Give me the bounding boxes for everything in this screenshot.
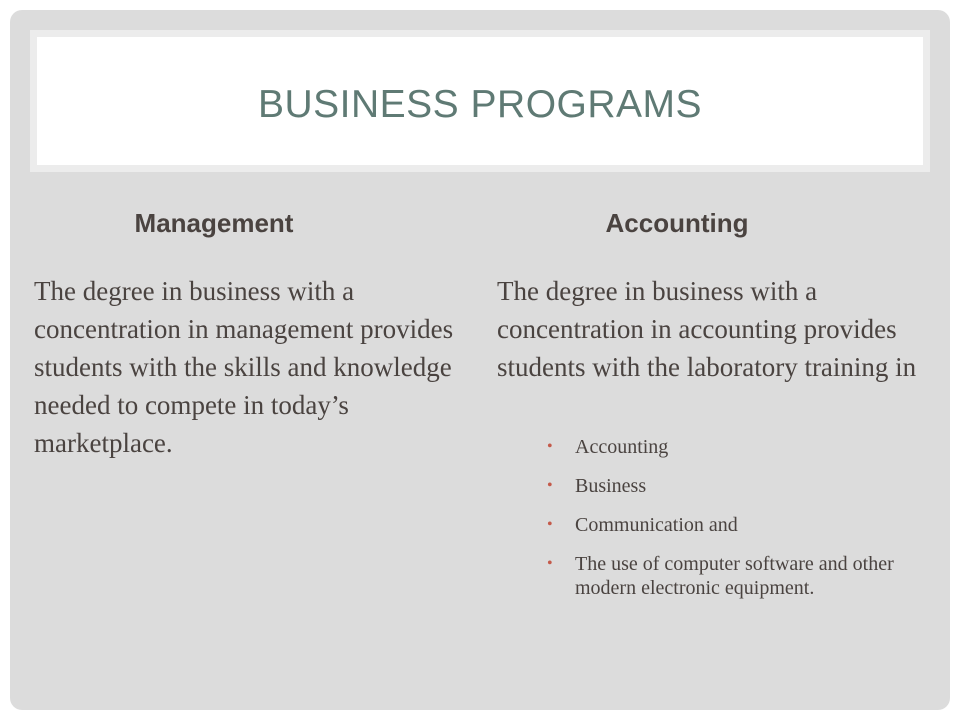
bullet-icon: •	[547, 477, 553, 494]
accounting-heading: Accounting	[605, 208, 749, 238]
bullet-icon: •	[547, 555, 553, 572]
accounting-bullet-list	[547, 435, 907, 615]
management-body: The degree in business with a concentration in management provides students with the skills and knowledge needed to compete in today’s marketplace.	[34, 276, 454, 458]
list-item: • Business	[547, 475, 647, 497]
list-item: • The use of computer software and other modern electronic equipment.	[547, 553, 894, 599]
bullet-icon: •	[547, 516, 553, 533]
accounting-body: The degree in business with a concentration in accounting provides students with the laboratory training in	[497, 276, 917, 382]
slide-title: BUSINESS PROGRAMS	[257, 83, 703, 126]
list-item: • Communication and	[547, 514, 738, 536]
bullet-icon: •	[547, 438, 553, 455]
title-box	[30, 30, 930, 172]
management-heading: Management	[134, 208, 294, 238]
slide	[10, 10, 950, 710]
list-item: • Accounting	[547, 436, 669, 458]
